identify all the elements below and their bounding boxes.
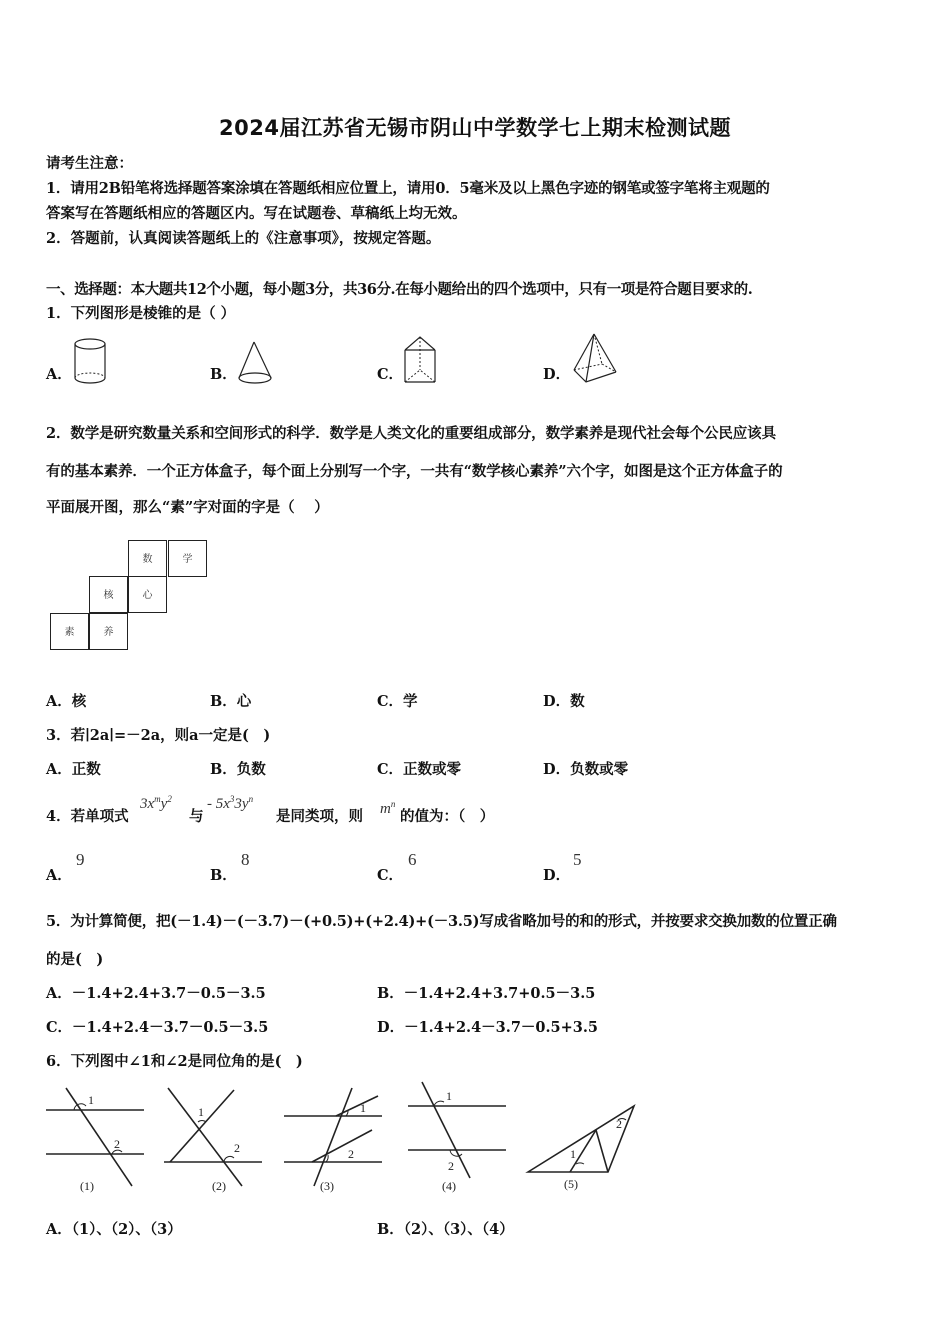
q5-option-c[interactable]: C．－1.4+2.4－3.7－0.5－3.5 [46, 1019, 269, 1036]
section-heading: 一、选择题：本大题共12个小题，每小题3分，共36分.在每小题给出的四个选项中，只有一项是符合题目要求的. [46, 281, 753, 298]
fig1-angle-2: 2 [114, 1137, 120, 1151]
figure-label-5: (5) [564, 1177, 578, 1191]
q3-option-d[interactable]: D．负数或零 [543, 761, 629, 778]
q4-option-c-value: 6 [408, 850, 417, 869]
question-3-stem: 3．若∣2a∣=－2a，则a一定是( ) [46, 727, 271, 744]
question-1-stem: 1．下列图形是棱锥的是（ ） [46, 305, 236, 322]
q1-option-d-label: D． [543, 366, 571, 383]
q3-option-b[interactable]: B．负数 [210, 761, 266, 778]
q4-option-c-label[interactable]: C． [377, 867, 404, 884]
fig2-angle-1: 1 [198, 1105, 204, 1119]
q4-option-a-label[interactable]: A． [46, 867, 72, 884]
net-cell-he: 核 [89, 576, 128, 613]
cylinder-icon [72, 336, 112, 386]
net-cell-yang: 养 [89, 613, 128, 650]
q5-option-d[interactable]: D．－1.4+2.4－3.7－0.5+3.5 [377, 1019, 599, 1036]
q5-option-a[interactable]: A．－1.4+2.4+3.7－0.5－3.5 [46, 985, 266, 1002]
question-5-line-2: 的是( ) [46, 951, 104, 968]
cone-icon [236, 340, 276, 388]
net-cell-xue: 学 [168, 540, 207, 577]
q1-option-c-label: C． [377, 366, 404, 383]
fig3-angle-2: 2 [348, 1147, 354, 1161]
q1-option-b-label: B． [210, 366, 237, 383]
q6-option-b[interactable]: B．（2）、（3）、（4） [377, 1221, 514, 1238]
notice-line-2: 2．答题前，认真阅读答题纸上的《注意事项》，按规定答题。 [46, 230, 441, 247]
q4-m-power-n: $m^n$ [380, 799, 396, 817]
net-cell-xin: 心 [128, 576, 167, 613]
q4-option-d-label[interactable]: D． [543, 867, 571, 884]
q3-option-a[interactable]: A．正数 [46, 761, 101, 778]
angle-figure-2 [162, 1082, 267, 1197]
q2-option-a[interactable]: A．核 [46, 693, 87, 710]
prism-icon [402, 334, 442, 386]
fig3-angle-1: 1 [360, 1101, 366, 1115]
q2-option-b[interactable]: B．心 [210, 693, 252, 710]
fig4-angle-2: 2 [448, 1159, 454, 1173]
angle-figure-4 [404, 1078, 509, 1198]
q4-term-1: $3x^my^2$ [140, 794, 172, 812]
pyramid-icon [570, 332, 620, 386]
fig5-angle-2: 2 [616, 1117, 622, 1131]
q6-option-a[interactable]: A．（1）、（2）、（3） [46, 1221, 182, 1238]
q4-option-d-value: 5 [573, 850, 582, 869]
angle-figure-1 [44, 1082, 149, 1197]
question-2-line-2: 有的基本素养．一个正方体盒子，每个面上分别写一个字，一共有“数学核心素养”六个字，如图是这个正方体盒子的 [46, 463, 783, 480]
page-title: 2024届江苏省无锡市阴山中学数学七上期末检测试题 [219, 116, 731, 140]
question-2-line-3: 平面展开图，那么“素”字对面的字是（ ） [46, 499, 329, 516]
question-4-stem-d: 的值为：（ ） [400, 808, 495, 825]
angle-figure-5 [524, 1098, 644, 1198]
q4-option-b-value: 8 [241, 850, 250, 869]
q4-option-b-label[interactable]: B． [210, 867, 237, 884]
q5-option-b[interactable]: B．－1.4+2.4+3.7+0.5－3.5 [377, 985, 596, 1002]
fig1-angle-1: 1 [88, 1093, 94, 1107]
question-4-stem-b: 与 [189, 808, 204, 825]
q4-term-2: - $5x^33y^n$ [207, 794, 254, 812]
figure-label-2: (2) [212, 1179, 226, 1193]
notice-line-1b: 答案写在答题纸相应的答题区内。写在试题卷、草稿纸上均无效。 [46, 205, 467, 222]
net-cell-shu: 数 [128, 540, 167, 577]
fig2-angle-2: 2 [234, 1141, 240, 1155]
notice-heading: 请考生注意： [46, 155, 133, 172]
q2-option-c[interactable]: C．学 [377, 693, 418, 710]
q2-option-d[interactable]: D．数 [543, 693, 585, 710]
figure-label-1: (1) [80, 1179, 94, 1193]
figure-label-3: (3) [320, 1179, 334, 1193]
q3-option-c[interactable]: C．正数或零 [377, 761, 462, 778]
notice-line-1: 1．请用2B铅笔将选择题答案涂填在答题纸相应位置上，请用0．5毫米及以上黑色字迹的钢笔或签字笔将主观题的 [46, 180, 770, 197]
question-4-stem-c: 是同类项，则 [276, 808, 363, 825]
question-5-line-1: 5．为计算简便，把(－1.4)－(－3.7)－(+0.5)+(+2.4)+(－3.5)写成省略加号的和的形式，并按要求交换加数的位置正确 [46, 913, 837, 930]
angle-figure-3 [282, 1082, 387, 1197]
q1-option-a-label: A． [46, 366, 72, 383]
q4-option-a-value: 9 [76, 850, 85, 869]
net-cell-su: 素 [50, 613, 89, 650]
figure-label-4: (4) [442, 1179, 456, 1193]
question-2-line-1: 2．数学是研究数量关系和空间形式的科学．数学是人类文化的重要组成部分，数学素养是现代社会每个公民应该具 [46, 425, 776, 442]
question-6-stem: 6．下列图中∠1和∠2是同位角的是( ) [46, 1053, 303, 1070]
fig5-angle-1: 1 [570, 1147, 576, 1161]
question-4-stem-a: 4．若单项式 [46, 808, 129, 825]
fig4-angle-1: 1 [446, 1089, 452, 1103]
